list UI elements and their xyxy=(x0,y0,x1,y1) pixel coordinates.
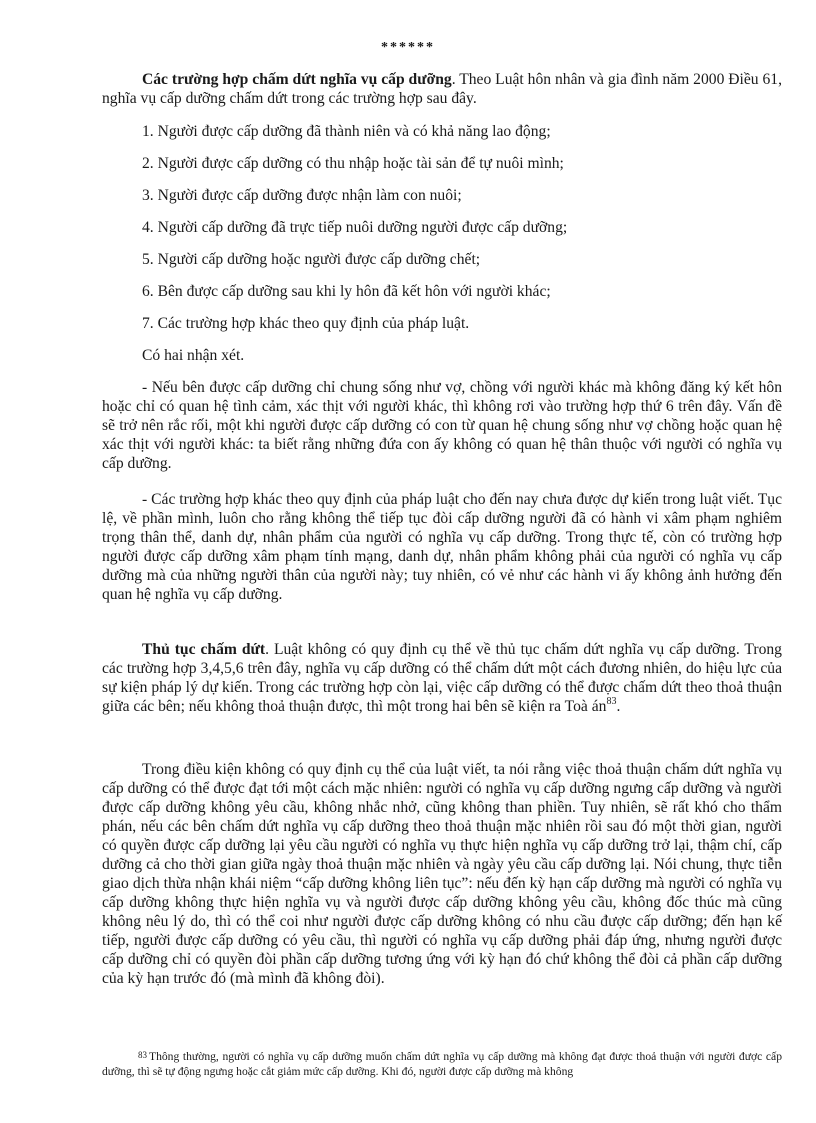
list-item: 1. Người được cấp dưỡng đã thành niên và có khả năng lao động; xyxy=(142,123,551,140)
remark-paragraph: - Nếu bên được cấp dưỡng chỉ chung sống như vợ, chồng với người khác mà không đăng ký kết hôn hoặc chỉ có quan hệ tình cảm, xác thịt với người khác, thì không rơi vào trường hợp thứ 6 trên đây. Vấn đề sẽ trở nên rắc rối, một khi người được cấp dưỡng có con từ quan hệ chung sống như vợ chồng hoặc quan hệ xác thịt với người khác: ta biết rằng những đứa con ấy không có quan hệ thân thuộc với người có nghĩa vụ cấp dưỡng. xyxy=(102,379,782,472)
body-paragraph: Trong điều kiện không có quy định cụ thể của luật viết, ta nói rằng việc thoả thuận chấm dứt nghĩa vụ cấp dưỡng có thể được đạt tới một cách mặc nhiên: người có nghĩa vụ cấp dưỡng ngưng cấp dưỡng và người được cấp dưỡng không yêu cầu, không nhắc nhở, cũng không than phiền. Tuy nhiên, sẽ rất khó cho thẩm phán, nếu các bên chấm dứt nghĩa vụ cấp dưỡng theo thoả thuận mặc nhiên rồi sau đó một thời gian, người có quyền được cấp dưỡng lại yêu cầu người có nghĩa vụ thực hiện nghĩa vụ cấp dưỡng trở lại, thậm chí, cấp dưỡng cả cho thời gian giữa ngày thoả thuận mặc nhiên và ngày yêu cầu cấp dưỡng lại. Nói chung, thực tiễn giao dịch thừa nhận khái niệm “cấp dưỡng không liên tục”: nếu đến kỳ hạn cấp dưỡng mà người có nghĩa vụ cấp dưỡng không thực hiện nghĩa vụ và người được cấp dưỡng không yêu cầu, không đốc thúc mà cũng không nêu lý do, thì có thể coi như người được cấp dưỡng không có nhu cầu được cấp dưỡng; đến hạn kế tiếp, người được cấp dưỡng có yêu cầu, thì người có nghĩa vụ cấp dưỡng phải đáp ứng, nhưng người được cấp dưỡng chỉ có quyền đòi phần cấp dưỡng tương ứng với kỳ hạn đó chứ không thể đòi cả phần cấp dưỡng của kỳ hạn trước đó (mà mình đã không đòi). xyxy=(102,761,782,987)
section-separator: ****** xyxy=(381,40,435,55)
list-item: 4. Người cấp dưỡng đã trực tiếp nuôi dưỡng người được cấp dưỡng; xyxy=(142,219,568,236)
list-item: 6. Bên được cấp dưỡng sau khi ly hôn đã kết hôn với người khác; xyxy=(142,283,551,300)
section-heading: Các trường hợp chấm dứt nghĩa vụ cấp dưỡng xyxy=(142,71,452,88)
list-item: 3. Người được cấp dưỡng được nhận làm con nuôi; xyxy=(142,187,462,204)
remark-paragraph: - Các trường hợp khác theo quy định của pháp luật cho đến nay chưa được dự kiến trong luật viết. Tục lệ, về phần mình, luôn cho rằng không thể tiếp tục đòi cấp dưỡng người đã có hành vi xâm phạm nghiêm trọng thân thể, danh dự, nhân phẩm của người có nghĩa vụ cấp dưỡng. Trong thực tế, còn có trường hợp người được cấp dưỡng xâm phạm tính mạng, danh dự, nhân phẩm không phải của người có nghĩa vụ cấp dưỡng mà của những người thân của người này; tuy nhiên, có vẻ như các hành vi ấy không ảnh hưởng đến quan hệ nghĩa vụ cấp dưỡng. xyxy=(102,491,782,603)
section-termination-cases xyxy=(102,70,782,108)
section-text: . Luật không có quy định cụ thể về thủ tục chấm dứt nghĩa vụ cấp dưỡng. Trong các trường hợp 3,4,5,6 trên đây, nghĩa vụ cấp dưỡng có thể chấm dứt một cách đương nhiên, do hiệu lực của sự kiện pháp lý dự kiến. Trong các trường hợp còn lại, việc cấp dưỡng có thể được chấm dứt theo thoả thuận giữa các bên; nếu không thoả thuận được, thì một trong hai bên sẽ kiện ra Toà án xyxy=(102,641,782,715)
list-item: 5. Người cấp dưỡng hoặc người được cấp dưỡng chết; xyxy=(142,251,481,268)
footnote xyxy=(102,1048,782,1079)
list-item: 7. Các trường hợp khác theo quy định của pháp luật. xyxy=(142,315,470,332)
footnote-number: 83 xyxy=(138,1050,147,1060)
list-item: 2. Người được cấp dưỡng có thu nhập hoặc tài sản để tự nuôi mình; xyxy=(142,155,564,172)
section-termination-procedure: Thủ tục chấm dứt. Luật không có quy định cụ thể về thủ tục chấm dứt nghĩa vụ cấp dưỡng. Trong các trường hợp 3,4,5,6 trên đây, nghĩa vụ cấp dưỡng có thể chấm dứt một cách đương nhiên, do hiệu lực của sự kiện pháp lý dự kiến. Trong các trường hợp còn lại, việc cấp dưỡng có thể được chấm dứt theo thoả thuận giữa các bên; nếu không thoả thuận được, thì một trong hai bên sẽ kiện ra Toà $án^{83}$. xyxy=(102,641,782,715)
section-heading: Thủ tục chấm dứt xyxy=(142,641,266,658)
footnote-reference[interactable]: 83 xyxy=(606,696,617,707)
section-text: . Theo Luật hôn nhân và gia đình năm 2000 Điều 61, nghĩa vụ cấp dưỡng chấm dứt trong các trường hợp sau đây. xyxy=(102,71,782,107)
remarks-intro: Có hai nhận xét. xyxy=(142,347,245,364)
footnote-text: Thông thường, người có nghĩa vụ cấp dưỡng muốn chấm dứt nghĩa vụ cấp dưỡng mà không đạt được thoả thuận với người được cấp dưỡng, thì sẽ tự động ngưng hoặc cắt giảm mức cấp dưỡng. Khi đó, người được cấp dưỡng mà không xyxy=(102,1050,782,1078)
